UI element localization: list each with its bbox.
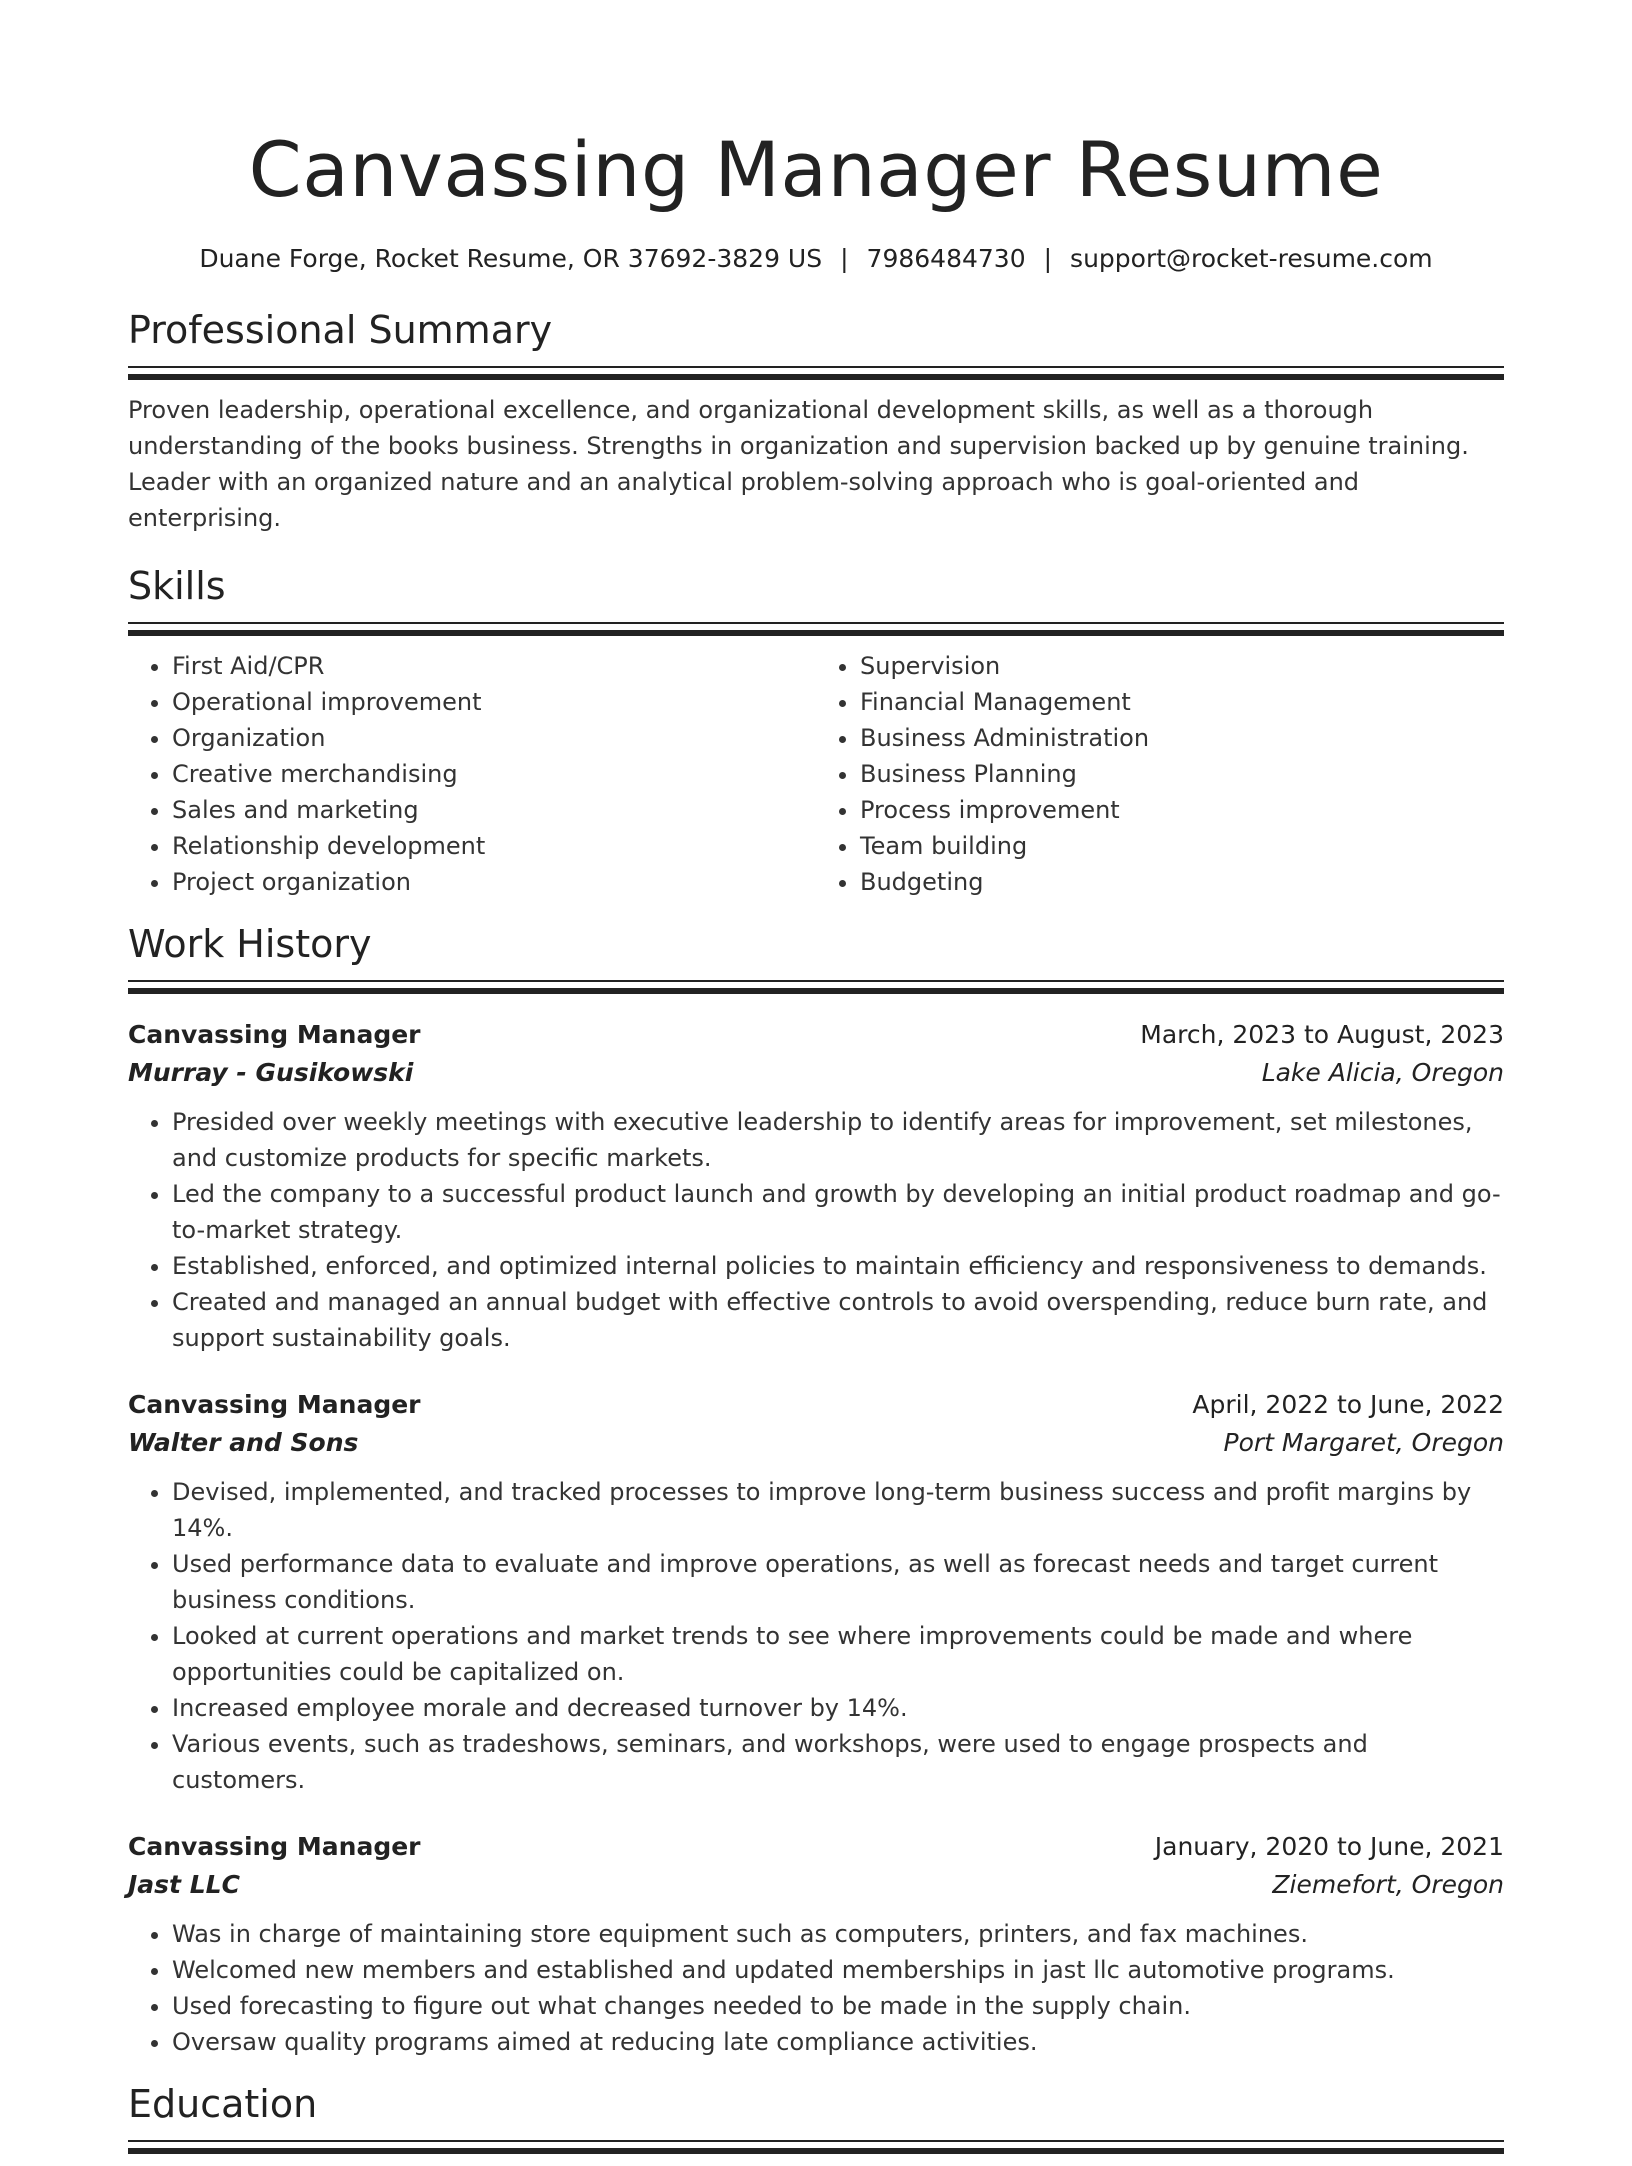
job-company: Walter and Sons xyxy=(128,1428,359,1457)
skill-item: • Business Administration xyxy=(860,720,1504,756)
skill-item: • Sales and marketing xyxy=(172,792,816,828)
skill-item: • Process improvement xyxy=(860,792,1504,828)
job-bullets xyxy=(128,1916,1504,2060)
job-title: Canvassing Manager xyxy=(128,1832,421,1861)
job-bullet: • Devised, implemented, and tracked processes to improve long-term business success and profit margins by 14%. xyxy=(172,1474,1504,1546)
job-dates: January, 2020 to June, 2021 xyxy=(1154,1832,1504,1861)
work-history-section xyxy=(128,920,1504,2060)
summary-heading: Professional Summary xyxy=(128,308,553,352)
skill-item: • Relationship development xyxy=(172,828,816,864)
skill-item: • Business Planning xyxy=(860,756,1504,792)
job-bullet: • Used performance data to evaluate and improve operations, as well as forecast needs and target current business conditions. xyxy=(172,1546,1504,1618)
job-entry xyxy=(128,1386,1504,1798)
job-title: Canvassing Manager xyxy=(128,1390,421,1419)
section-divider xyxy=(128,980,1504,1006)
job-bullet: • Was in charge of maintaining store equipment such as computers, printers, and fax machines. xyxy=(172,1916,1504,1952)
education-section xyxy=(128,2080,1504,2166)
resume-title: Canvassing Manager Resume xyxy=(248,125,1384,214)
job-company: Murray - Gusikowski xyxy=(128,1058,414,1087)
contact-separator: | xyxy=(840,244,849,273)
job-dates: April, 2022 to June, 2022 xyxy=(1192,1390,1504,1419)
job-dates: March, 2023 to August, 2023 xyxy=(1140,1020,1504,1049)
job-location: Ziemefort, Oregon xyxy=(1272,1870,1504,1899)
skill-item: • Operational improvement xyxy=(172,684,816,720)
skill-item: • Budgeting xyxy=(860,864,1504,900)
job-entry xyxy=(128,1016,1504,1356)
job-bullet: • Established, enforced, and optimized internal policies to maintain efficiency and responsiveness to demands. xyxy=(172,1248,1504,1284)
education-heading: Education xyxy=(128,2082,318,2126)
skill-item: • Creative merchandising xyxy=(172,756,816,792)
job-location: Port Margaret, Oregon xyxy=(1223,1428,1504,1457)
section-divider xyxy=(128,622,1504,648)
section-divider xyxy=(128,2140,1504,2166)
skills-left-list xyxy=(128,648,816,900)
job-bullet: • Welcomed new members and established and updated memberships in jast llc automotive programs. xyxy=(172,1952,1504,1988)
job-bullets xyxy=(128,1474,1504,1798)
section-divider xyxy=(128,366,1504,392)
job-entry xyxy=(128,1828,1504,2060)
skill-item: • First Aid/CPR xyxy=(172,648,816,684)
job-bullet: • Looked at current operations and market trends to see where improvements could be made and where opportunities could be capitalized on. xyxy=(172,1618,1504,1690)
job-bullet: • Used forecasting to figure out what changes needed to be made in the supply chain. xyxy=(172,1988,1504,2024)
skill-item: • Financial Management xyxy=(860,684,1504,720)
summary-section xyxy=(128,306,1504,536)
job-title: Canvassing Manager xyxy=(128,1020,421,1049)
job-bullet: • Led the company to a successful product launch and growth by developing an initial product roadmap and go-to-market strategy. xyxy=(172,1176,1504,1248)
skill-item: • Organization xyxy=(172,720,816,756)
job-bullet: • Created and managed an annual budget with effective controls to avoid overspending, reduce burn rate, and support sustainability goals. xyxy=(172,1284,1504,1356)
skill-item: • Supervision xyxy=(860,648,1504,684)
skills-right-list xyxy=(816,648,1504,900)
contact-line xyxy=(128,242,1504,276)
job-bullet: • Oversaw quality programs aimed at reducing late compliance activities. xyxy=(172,2024,1504,2060)
job-bullets xyxy=(128,1104,1504,1356)
contact-phone: 7986484730 xyxy=(866,244,1026,273)
skills-heading: Skills xyxy=(128,564,226,608)
job-bullet: • Increased employee morale and decreased turnover by 14%. xyxy=(172,1690,1504,1726)
skill-item: • Project organization xyxy=(172,864,816,900)
job-bullet: • Presided over weekly meetings with executive leadership to identify areas for improvement, set milestones, and customize products for specific markets. xyxy=(172,1104,1504,1176)
job-location: Lake Alicia, Oregon xyxy=(1261,1058,1504,1087)
contact-email: support@rocket-resume.com xyxy=(1070,244,1433,273)
skill-item: • Team building xyxy=(860,828,1504,864)
summary-text: Proven leadership, operational excellence, and organizational development skills, as well as a thorough understanding of the books business. Strengths in organization and supervision backed up by genuine training. Leader with an organized nature and an analytical problem-solving approach who is goal-oriented and enterprising. xyxy=(128,396,1469,532)
job-company: Jast LLC xyxy=(128,1870,240,1899)
contact-address: Duane Forge, Rocket Resume, OR 37692-3829 US xyxy=(199,244,823,273)
skills-columns xyxy=(128,648,1504,900)
job-bullet: • Various events, such as tradeshows, seminars, and workshops, were used to engage prospects and customers. xyxy=(172,1726,1504,1798)
work-history-heading: Work History xyxy=(128,922,372,966)
contact-separator: | xyxy=(1043,244,1053,273)
skills-section xyxy=(128,562,1504,900)
